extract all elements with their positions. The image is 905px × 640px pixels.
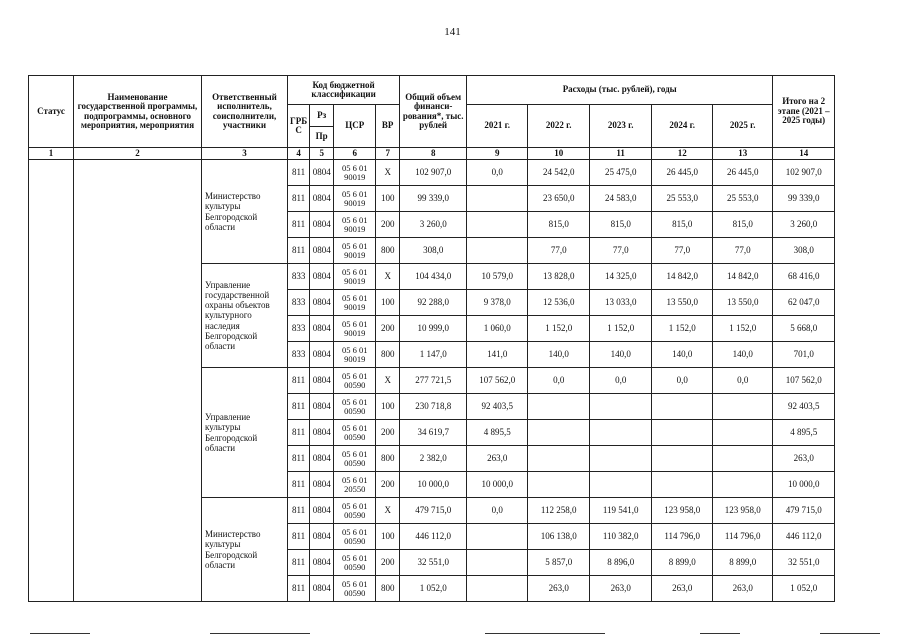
csr-cell: 05 6 01 90019: [334, 212, 376, 238]
year-2024-cell: 14 842,0: [652, 264, 713, 290]
year-2024-cell: 25 553,0: [652, 186, 713, 212]
csr-cell: 05 6 01 00590: [334, 550, 376, 576]
grbs-cell: 811: [288, 472, 310, 498]
grbs-cell: 833: [288, 290, 310, 316]
year-2024-cell: 13 550,0: [652, 290, 713, 316]
year-2023-cell: 14 325,0: [590, 264, 652, 290]
year-2023-cell: 24 583,0: [590, 186, 652, 212]
executor-cell: Министерство культуры Белгородской области: [202, 498, 288, 602]
column-number: 5: [310, 148, 334, 160]
col-executor-header: Ответственный исполнитель, соисполнители, участники: [202, 76, 288, 148]
scan-artifact-line: [30, 633, 90, 634]
vr-cell: X: [376, 264, 400, 290]
year-2023-cell: [590, 446, 652, 472]
year-2021-cell: 10 000,0: [467, 472, 528, 498]
year-2024-cell: [652, 394, 713, 420]
vr-cell: X: [376, 160, 400, 186]
total-cell: 479 715,0: [400, 498, 467, 524]
table-body: [29, 160, 835, 602]
total-cell: 277 721,5: [400, 368, 467, 394]
column-number: 14: [773, 148, 835, 160]
year-2022-cell: 77,0: [528, 238, 590, 264]
csr-cell: 05 6 01 00590: [334, 446, 376, 472]
itogo-cell: 263,0: [773, 446, 835, 472]
column-number: 8: [400, 148, 467, 160]
year-2021-cell: 4 895,5: [467, 420, 528, 446]
year-2025-cell: [713, 420, 773, 446]
col-2025-header: 2025 г.: [713, 105, 773, 148]
vr-cell: 200: [376, 212, 400, 238]
year-2021-cell: 0,0: [467, 498, 528, 524]
year-2021-cell: [467, 238, 528, 264]
year-2025-cell: 263,0: [713, 576, 773, 602]
year-2025-cell: 123 958,0: [713, 498, 773, 524]
column-number: 2: [74, 148, 202, 160]
year-2022-cell: 0,0: [528, 368, 590, 394]
col-2021-header: 2021 г.: [467, 105, 528, 148]
year-2021-cell: 107 562,0: [467, 368, 528, 394]
csr-cell: 05 6 01 00590: [334, 394, 376, 420]
grbs-cell: 811: [288, 394, 310, 420]
total-cell: 99 339,0: [400, 186, 467, 212]
column-number: 9: [467, 148, 528, 160]
itogo-cell: 446 112,0: [773, 524, 835, 550]
col-2023-header: 2023 г.: [590, 105, 652, 148]
year-2023-cell: [590, 472, 652, 498]
rzpr-cell: 0804: [310, 212, 334, 238]
year-2022-cell: [528, 446, 590, 472]
year-2025-cell: 1 152,0: [713, 316, 773, 342]
year-2025-cell: [713, 472, 773, 498]
year-2021-cell: 263,0: [467, 446, 528, 472]
year-2024-cell: 26 445,0: [652, 160, 713, 186]
rzpr-cell: 0804: [310, 186, 334, 212]
col-2022-header: 2022 г.: [528, 105, 590, 148]
total-cell: 92 288,0: [400, 290, 467, 316]
year-2022-cell: 24 542,0: [528, 160, 590, 186]
itogo-cell: 701,0: [773, 342, 835, 368]
vr-cell: 800: [376, 342, 400, 368]
col-csr-header: ЦСР: [334, 105, 376, 148]
year-2024-cell: [652, 446, 713, 472]
year-2021-cell: [467, 524, 528, 550]
year-2024-cell: [652, 420, 713, 446]
rzpr-cell: 0804: [310, 394, 334, 420]
year-2022-cell: 112 258,0: [528, 498, 590, 524]
executor-cell: Министерство культуры Белгородской области: [202, 160, 288, 264]
column-number: 7: [376, 148, 400, 160]
rzpr-cell: 0804: [310, 576, 334, 602]
status-cell: [29, 160, 74, 602]
column-number: 3: [202, 148, 288, 160]
vr-cell: 800: [376, 238, 400, 264]
csr-cell: 05 6 01 00590: [334, 576, 376, 602]
year-2023-cell: 119 541,0: [590, 498, 652, 524]
csr-cell: 05 6 01 90019: [334, 316, 376, 342]
year-2025-cell: 13 550,0: [713, 290, 773, 316]
grbs-cell: 833: [288, 264, 310, 290]
rzpr-cell: 0804: [310, 498, 334, 524]
grbs-cell: 833: [288, 316, 310, 342]
itogo-cell: 68 416,0: [773, 264, 835, 290]
csr-cell: 05 6 01 90019: [334, 342, 376, 368]
vr-cell: 100: [376, 186, 400, 212]
total-cell: 104 434,0: [400, 264, 467, 290]
csr-cell: 05 6 01 90019: [334, 290, 376, 316]
itogo-cell: 308,0: [773, 238, 835, 264]
grbs-cell: 811: [288, 576, 310, 602]
grbs-cell: 811: [288, 446, 310, 472]
year-2023-cell: [590, 420, 652, 446]
itogo-cell: 3 260,0: [773, 212, 835, 238]
grbs-cell: 811: [288, 420, 310, 446]
year-2022-cell: 263,0: [528, 576, 590, 602]
col-rz-header: Рз: [310, 105, 334, 127]
rzpr-cell: 0804: [310, 316, 334, 342]
col-2024-header: 2024 г.: [652, 105, 713, 148]
total-cell: 230 718,8: [400, 394, 467, 420]
year-2025-cell: 25 553,0: [713, 186, 773, 212]
year-2025-cell: 815,0: [713, 212, 773, 238]
year-2021-cell: [467, 576, 528, 602]
year-2022-cell: 106 138,0: [528, 524, 590, 550]
budget-table: [28, 75, 835, 602]
year-2023-cell: 0,0: [590, 368, 652, 394]
scan-artifact-line: [700, 633, 740, 634]
year-2023-cell: 815,0: [590, 212, 652, 238]
total-cell: 102 907,0: [400, 160, 467, 186]
year-2023-cell: 1 152,0: [590, 316, 652, 342]
col-grbs-header: ГРБ С: [288, 105, 310, 148]
year-2025-cell: 0,0: [713, 368, 773, 394]
csr-cell: 05 6 01 20550: [334, 472, 376, 498]
year-2022-cell: 140,0: [528, 342, 590, 368]
itogo-cell: 5 668,0: [773, 316, 835, 342]
year-2022-cell: 5 857,0: [528, 550, 590, 576]
vr-cell: 200: [376, 550, 400, 576]
vr-cell: 100: [376, 394, 400, 420]
year-2023-cell: 110 382,0: [590, 524, 652, 550]
year-2022-cell: 815,0: [528, 212, 590, 238]
year-2025-cell: 8 899,0: [713, 550, 773, 576]
year-2021-cell: [467, 186, 528, 212]
total-cell: 1 052,0: [400, 576, 467, 602]
csr-cell: 05 6 01 00590: [334, 420, 376, 446]
year-2023-cell: 140,0: [590, 342, 652, 368]
year-2021-cell: 141,0: [467, 342, 528, 368]
year-2024-cell: 140,0: [652, 342, 713, 368]
itogo-cell: 92 403,5: [773, 394, 835, 420]
year-2022-cell: [528, 394, 590, 420]
table-row: [29, 160, 835, 186]
grbs-cell: 811: [288, 186, 310, 212]
vr-cell: 800: [376, 576, 400, 602]
year-2022-cell: 1 152,0: [528, 316, 590, 342]
grbs-cell: 811: [288, 550, 310, 576]
col-status-header: Статус: [29, 76, 74, 148]
csr-cell: 05 6 01 00590: [334, 524, 376, 550]
year-2022-cell: [528, 472, 590, 498]
year-2025-cell: 77,0: [713, 238, 773, 264]
year-2022-cell: [528, 420, 590, 446]
rzpr-cell: 0804: [310, 472, 334, 498]
year-2025-cell: 140,0: [713, 342, 773, 368]
col-vr-header: ВР: [376, 105, 400, 148]
itogo-cell: 62 047,0: [773, 290, 835, 316]
year-2023-cell: 263,0: [590, 576, 652, 602]
rzpr-cell: 0804: [310, 368, 334, 394]
grbs-cell: 811: [288, 524, 310, 550]
column-number: 10: [528, 148, 590, 160]
year-2021-cell: [467, 550, 528, 576]
grbs-cell: 811: [288, 238, 310, 264]
itogo-cell: 102 907,0: [773, 160, 835, 186]
vr-cell: 800: [376, 446, 400, 472]
year-2024-cell: 815,0: [652, 212, 713, 238]
page-number: 141: [444, 26, 461, 38]
program-cell: [74, 160, 202, 602]
col-expenses-group-header: Расходы (тыс. рублей), годы: [467, 76, 773, 105]
grbs-cell: 811: [288, 498, 310, 524]
vr-cell: X: [376, 368, 400, 394]
csr-cell: 05 6 01 00590: [334, 368, 376, 394]
total-cell: 2 382,0: [400, 446, 467, 472]
scan-artifact-line: [820, 633, 880, 634]
grbs-cell: 811: [288, 368, 310, 394]
vr-cell: 200: [376, 472, 400, 498]
year-2024-cell: 0,0: [652, 368, 713, 394]
total-cell: 10 999,0: [400, 316, 467, 342]
csr-cell: 05 6 01 90019: [334, 186, 376, 212]
year-2023-cell: [590, 394, 652, 420]
vr-cell: 200: [376, 316, 400, 342]
vr-cell: 100: [376, 524, 400, 550]
grbs-cell: 811: [288, 212, 310, 238]
itogo-cell: 10 000,0: [773, 472, 835, 498]
rzpr-cell: 0804: [310, 446, 334, 472]
executor-cell: Управление государственной охраны объектов культурного наследия Белгородской области: [202, 264, 288, 368]
year-2025-cell: 114 796,0: [713, 524, 773, 550]
year-2022-cell: 12 536,0: [528, 290, 590, 316]
vr-cell: 200: [376, 420, 400, 446]
year-2024-cell: 77,0: [652, 238, 713, 264]
rzpr-cell: 0804: [310, 238, 334, 264]
csr-cell: 05 6 01 90019: [334, 238, 376, 264]
total-cell: 10 000,0: [400, 472, 467, 498]
itogo-cell: 32 551,0: [773, 550, 835, 576]
col-pr-header: Пр: [310, 127, 334, 148]
rzpr-cell: 0804: [310, 160, 334, 186]
year-2025-cell: 14 842,0: [713, 264, 773, 290]
itogo-cell: 99 339,0: [773, 186, 835, 212]
csr-cell: 05 6 01 90019: [334, 264, 376, 290]
total-cell: 34 619,7: [400, 420, 467, 446]
scan-artifact-line: [210, 633, 310, 634]
total-cell: 3 260,0: [400, 212, 467, 238]
grbs-cell: 833: [288, 342, 310, 368]
csr-cell: 05 6 01 00590: [334, 498, 376, 524]
col-total-header: Общий объем финанси-рования*, тыс. рублей: [400, 76, 467, 148]
year-2025-cell: [713, 394, 773, 420]
year-2021-cell: 9 378,0: [467, 290, 528, 316]
col-itogo-header: Итого на 2 этапе (2021 – 2025 годы): [773, 76, 835, 148]
executor-cell: Управление культуры Белгородской области: [202, 368, 288, 498]
total-cell: 308,0: [400, 238, 467, 264]
column-numbers-row: [29, 148, 835, 160]
itogo-cell: 1 052,0: [773, 576, 835, 602]
column-number: 1: [29, 148, 74, 160]
year-2024-cell: 1 152,0: [652, 316, 713, 342]
itogo-cell: 107 562,0: [773, 368, 835, 394]
vr-cell: X: [376, 498, 400, 524]
column-number: 11: [590, 148, 652, 160]
rzpr-cell: 0804: [310, 524, 334, 550]
column-number: 4: [288, 148, 310, 160]
year-2024-cell: 114 796,0: [652, 524, 713, 550]
column-number: 13: [713, 148, 773, 160]
column-number: 6: [334, 148, 376, 160]
year-2024-cell: 123 958,0: [652, 498, 713, 524]
year-2022-cell: 13 828,0: [528, 264, 590, 290]
total-cell: 32 551,0: [400, 550, 467, 576]
year-2021-cell: 92 403,5: [467, 394, 528, 420]
total-cell: 446 112,0: [400, 524, 467, 550]
year-2023-cell: 8 896,0: [590, 550, 652, 576]
rzpr-cell: 0804: [310, 420, 334, 446]
rzpr-cell: 0804: [310, 264, 334, 290]
rzpr-cell: 0804: [310, 550, 334, 576]
year-2023-cell: 77,0: [590, 238, 652, 264]
year-2023-cell: 25 475,0: [590, 160, 652, 186]
year-2024-cell: 263,0: [652, 576, 713, 602]
total-cell: 1 147,0: [400, 342, 467, 368]
column-number: 12: [652, 148, 713, 160]
itogo-cell: 4 895,5: [773, 420, 835, 446]
year-2021-cell: 0,0: [467, 160, 528, 186]
year-2021-cell: 1 060,0: [467, 316, 528, 342]
year-2022-cell: 23 650,0: [528, 186, 590, 212]
vr-cell: 100: [376, 290, 400, 316]
col-program-header: Наименование государственной программы, подпрограммы, основного мероприятия, мероприятия: [74, 76, 202, 148]
year-2024-cell: [652, 472, 713, 498]
csr-cell: 05 6 01 90019: [334, 160, 376, 186]
year-2021-cell: 10 579,0: [467, 264, 528, 290]
itogo-cell: 479 715,0: [773, 498, 835, 524]
year-2024-cell: 8 899,0: [652, 550, 713, 576]
year-2023-cell: 13 033,0: [590, 290, 652, 316]
scan-artifact-line: [485, 633, 605, 634]
grbs-cell: 811: [288, 160, 310, 186]
year-2021-cell: [467, 212, 528, 238]
year-2025-cell: [713, 446, 773, 472]
rzpr-cell: 0804: [310, 290, 334, 316]
col-code-group-header: Код бюджетной классификации: [288, 76, 400, 105]
rzpr-cell: 0804: [310, 342, 334, 368]
year-2025-cell: 26 445,0: [713, 160, 773, 186]
